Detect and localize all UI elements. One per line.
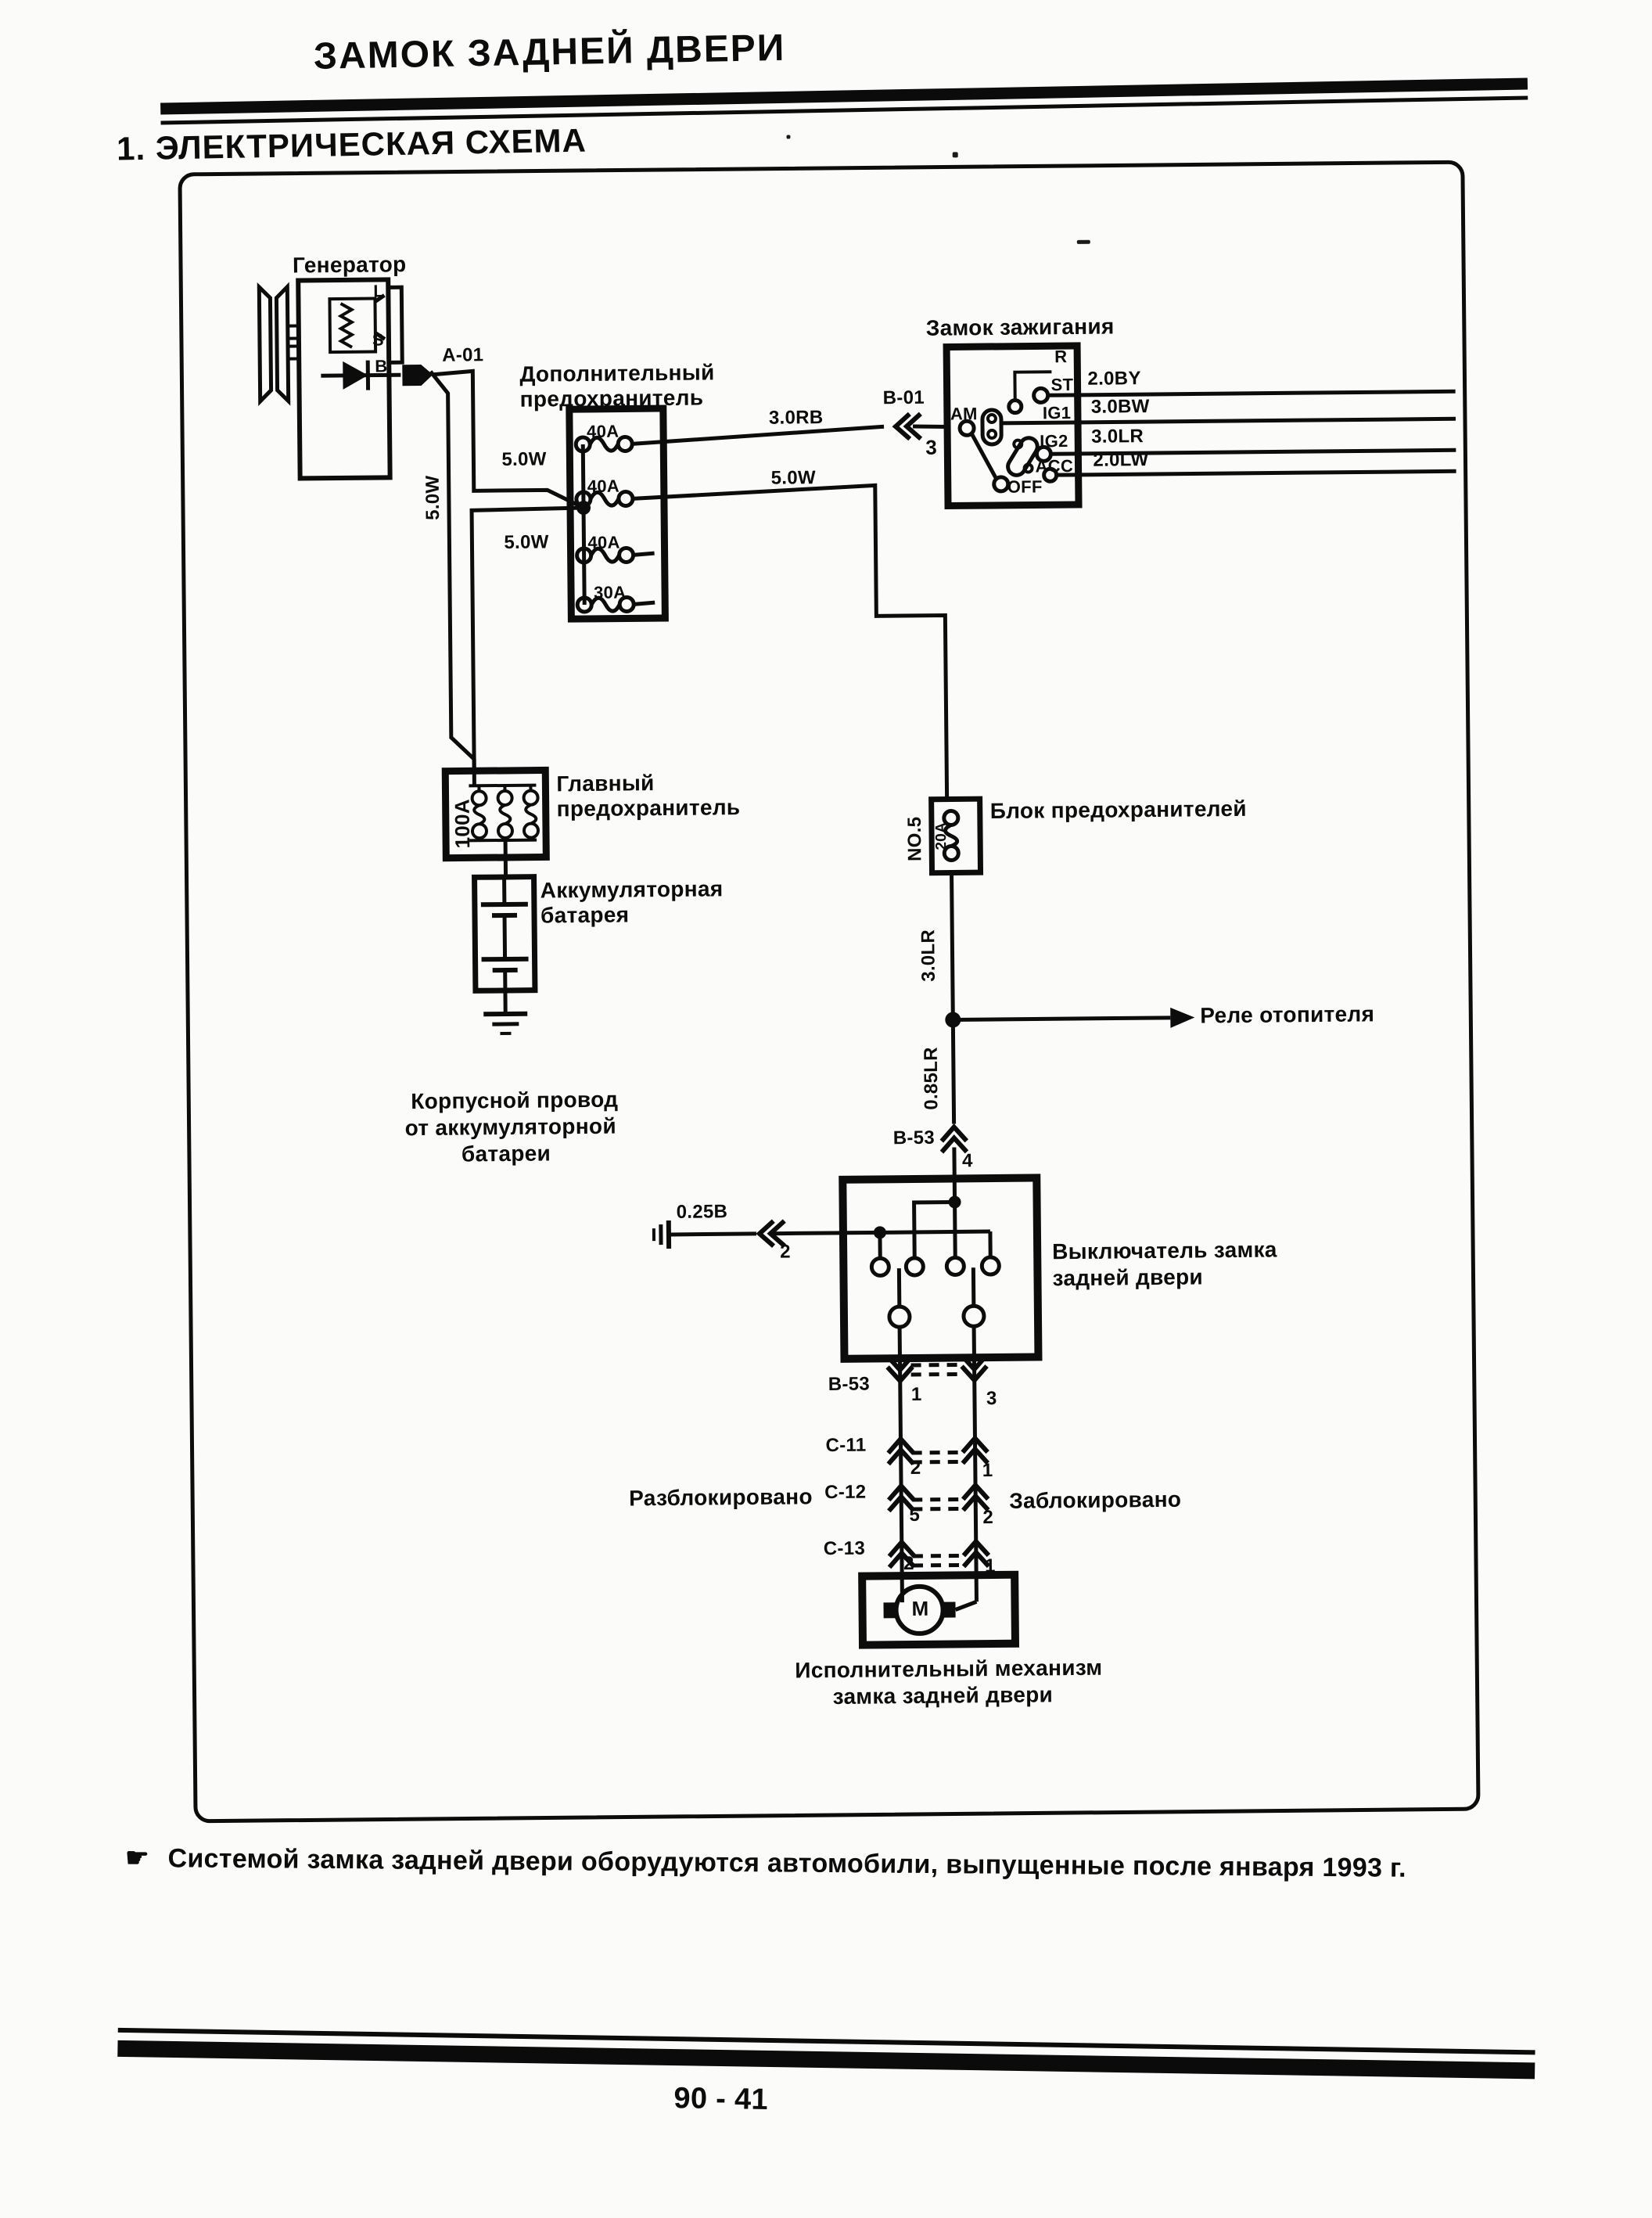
aux-fuse-label-1: Дополнительный — [519, 361, 714, 385]
c12-pin-right: 2 — [982, 1508, 993, 1528]
page-number: 90 - 41 — [673, 2083, 768, 2116]
unlocked-label: Разблокировано — [629, 1485, 813, 1509]
wire-label-2-0by: 2.0BY — [1087, 369, 1140, 390]
generator-terminal-l: L — [373, 282, 384, 300]
c12-pin-left: 5 — [909, 1506, 920, 1526]
door-switch-label-1: Выключатель замка — [1052, 1238, 1277, 1264]
battery-label-2: батарея — [540, 903, 630, 926]
ignition-ig1: IG1 — [1043, 404, 1072, 422]
connector-b53-lower-label: B-53 — [828, 1375, 870, 1395]
fuse-block-rating: 20A — [934, 822, 950, 850]
c11-pin-right: 1 — [982, 1461, 993, 1481]
wire-label-5-0w-b: 5.0W — [504, 533, 548, 553]
main-fuse-rating: 100A — [452, 799, 474, 849]
connector-a01-label: A-01 — [442, 346, 483, 365]
b53-pin-left: 1 — [911, 1386, 922, 1405]
aux-fuse-4-rating: 30A — [594, 584, 626, 602]
heater-relay-label: Реле отопителя — [1200, 1002, 1374, 1026]
page-title: ЗАМОК ЗАДНЕЙ ДВЕРИ — [314, 29, 786, 77]
locked-label: Заблокировано — [1009, 1488, 1181, 1512]
actuator-label-2: замка задней двери — [832, 1683, 1053, 1708]
wire-label-5-0w-c: 5.0W — [771, 469, 816, 489]
connector-c13-label: C-13 — [824, 1540, 865, 1559]
c13-pin-left: 2 — [903, 1555, 914, 1574]
ground-pin: 2 — [780, 1242, 791, 1262]
connector-b01-pin: 3 — [925, 437, 937, 458]
ignition-label: Замок зажигания — [926, 315, 1115, 339]
generator-terminal-s: S — [372, 331, 384, 349]
wire-label-3-0lr: 3.0LR — [919, 929, 939, 982]
b53-pin-right: 3 — [986, 1389, 997, 1409]
c11-pin-left: 2 — [910, 1459, 921, 1479]
ignition-r: R — [1054, 348, 1067, 366]
ignition-off: OFF — [1007, 478, 1043, 496]
wire-label-5-0w-vert: 5.0W — [424, 475, 444, 519]
connector-c11-label: C-11 — [825, 1436, 866, 1456]
wire-label-2-0lw: 2.0LW — [1093, 451, 1148, 471]
ignition-acc: ACC — [1035, 458, 1073, 476]
section-heading: 1. ЭЛЕКТРИЧЕСКАЯ СХЕМА — [117, 124, 587, 167]
connector-b53-top-label: B-53 — [893, 1129, 935, 1149]
generator-label: Генератор — [293, 253, 407, 277]
wire-label-3-0bw: 3.0BW — [1091, 397, 1150, 418]
footnote-text: Системой замка задней двери оборудуются автомобили, выпущенные после января 1993 г. — [167, 1843, 1406, 1882]
connector-b01-label: B-01 — [883, 389, 925, 408]
body-wire-label-3: батареи — [461, 1141, 551, 1165]
aux-fuse-label-2: предохранитель — [520, 386, 704, 411]
fuse-block-no: NO.5 — [906, 817, 926, 861]
aux-fuse-1-rating: 40A — [587, 423, 619, 441]
body-wire-label-2: от аккумуляторной — [404, 1115, 616, 1140]
actuator-motor-label: M — [911, 1598, 928, 1619]
battery-label-1: Аккумуляторная — [540, 877, 724, 901]
connector-c12-label: C-12 — [824, 1483, 866, 1503]
fuse-block-label: Блок предохранителей — [990, 797, 1247, 822]
ignition-st: ST — [1050, 376, 1073, 394]
wire-label-3-0lr-ign: 3.0LR — [1091, 427, 1144, 448]
body-wire-label-1: Корпусной провод — [411, 1088, 618, 1113]
actuator-label-1: Исполнительный механизм — [795, 1656, 1102, 1682]
door-switch-label-2: задней двери — [1052, 1265, 1203, 1289]
wire-label-0-85lr: 0.85LR — [922, 1047, 943, 1110]
wire-label-0-25b: 0.25B — [677, 1202, 728, 1223]
main-fuse-label-1: Главный — [556, 771, 654, 795]
aux-fuse-3-rating: 40A — [587, 534, 620, 552]
main-fuse-label-2: предохранитель — [557, 796, 741, 820]
aux-fuse-2-rating: 40A — [587, 478, 620, 496]
wire-label-3-0rb: 3.0RB — [769, 408, 824, 429]
ignition-am: AM — [950, 405, 978, 423]
connector-b53-top-pin: 4 — [962, 1152, 973, 1171]
c13-pin-right: 1 — [985, 1557, 996, 1576]
wire-label-5-0w-a: 5.0W — [501, 450, 546, 470]
ignition-ig2: IG2 — [1040, 433, 1068, 451]
generator-terminal-b: B — [375, 358, 387, 376]
footnote-hand-icon: ☛ — [125, 1843, 149, 1873]
